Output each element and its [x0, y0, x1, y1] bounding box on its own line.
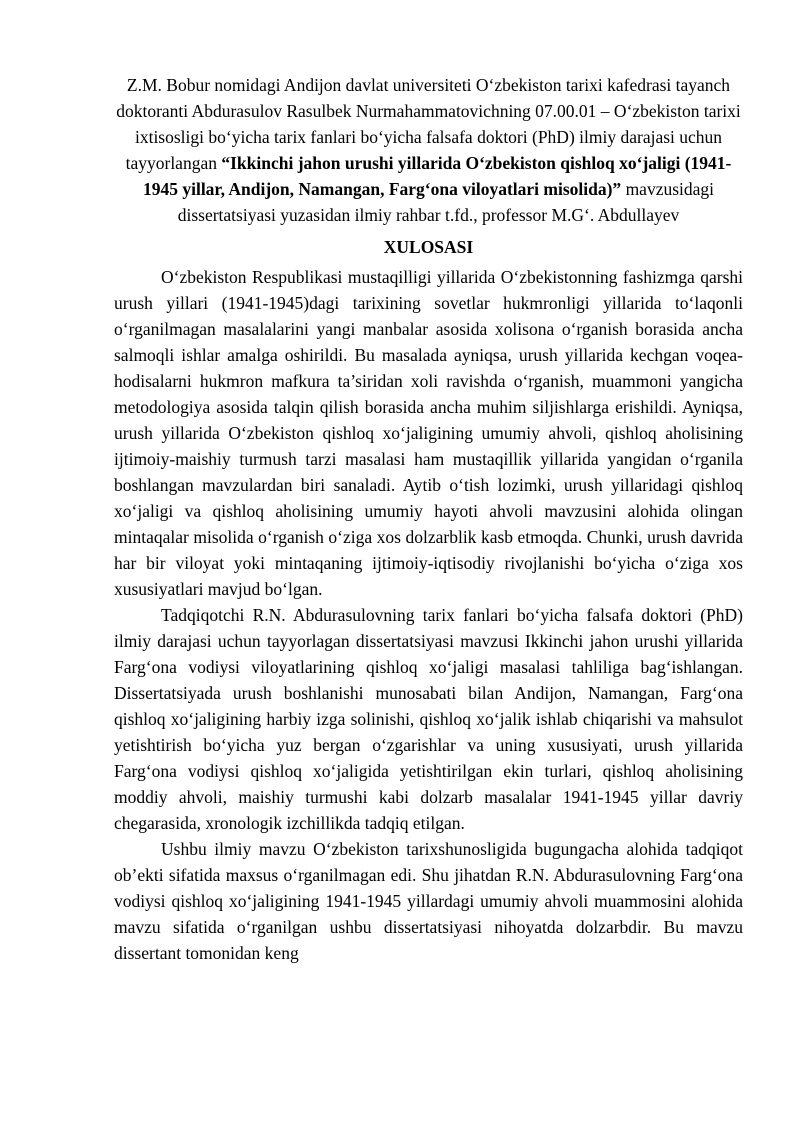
paragraph-3: Ushbu ilmiy mavzu Oʻzbekiston tarixshunosligida bugungacha alohida tadqiqot ob’ekti sifatida maxsus oʻrganilmagan edi. Shu jihatdan R.N. Abdurasulovning Fargʻona vodiysi qishloq xoʻjaligining 1941-1945 yillardagi umumiy ahvoli muammosini alohida mavzu sifatida oʻrganilgan ushbu dissertatsiyasi nihoyatda dolzarbdir. Bu mavzu dissertant tomonidan keng — [114, 839, 743, 963]
header-text-part1: Z.M. Bobur nomidagi Andijon davlat universiteti Oʻzbekiston tarixi kafedrasi tayanch doktoranti Abdurasulov Rasulbek Nurmahammatovichning 07.00.01 – Oʻzbekiston tarixi ixtisosligi boʻyicha tarix fanlari boʻyicha falsafa doktori (PhD) ilmiy darajasi uchun tayyorlangan — [116, 75, 741, 173]
document-header — [114, 72, 743, 228]
paragraph-1: Oʻzbekiston Respublikasi mustaqilligi yillarida Oʻzbekistonning fashizmga qarshi urush yillari (1941-1945)dagi tarixining sovetlar hukmronligi yillarida toʻlaqonli oʻrganilmagan masalalarini yangi manbalar asosida xolisona oʻrganish borasida ancha salmoqli ishlar amalga oshirildi. Bu masalada ayniqsa, urush yillarida kechgan voqea-hodisalarni hukmron mafkura ta’siridan xoli ravishda oʻrganish, muammoni yangicha metodologiya asosida talqin qilish borasida ancha muhim siljishlarga erishildi. Ayniqsa, urush yillarida Oʻzbekiston qishloq xoʻjaligining umumiy ahvoli, qishloq aholisining ijtimoiy-maishiy turmush tarzi masalasi ham mustaqillik yillarida yangidan oʻrganila boshlangan mavzulardan biri sanaladi. Aytib oʻtish lozimki, urush yillaridagi qishloq xoʻjaligi va qishloq aholisining umumiy hayoti ahvoli mavzusini alohida olingan mintaqalar misolida oʻrganish oʻziga xos dolzarblik kasb etmoqda. Chunki, urush davrida har bir viloyat yoki mintaqaning ijtimoiy-iqtisodiy rivojlanishi boʻyicha oʻziga xos xususiyatlari mavjud boʻlgan. — [114, 267, 743, 599]
paragraph-2: Tadqiqotchi R.N. Abdurasulovning tarix fanlari boʻyicha falsafa doktori (PhD) ilmiy darajasi uchun tayyorlagan dissertatsiyasi mavzusi Ikkinchi jahon urushi yillarida Fargʻona vodiysi viloyatlarining qishloq xoʻjaligi masalasi tahliliga bagʻishlangan. Dissertatsiyada urush boshlanishi munosabati bilan Andijon, Namangan, Fargʻona qishloq xoʻjaligining harbiy izga solinishi, qishloq xoʻjalik ishlab chiqarishi va mahsulot yetishtirish boʻyicha yuz bergan oʻzgarishlar va uning xususiyati, urush yillarida Fargʻona vodiysi qishloq xoʻjaligida yetishtirilgan ekin turlari, qishloq aholisining moddiy ahvoli, maishiy turmushi kabi dolzarb masalalar 1941-1945 yillar davriy chegarasida, xronologik izchillikda tadqiq etilgan. — [114, 605, 743, 833]
dissertation-title: “Ikkinchi jahon urushi yillarida Oʻzbekiston qishloq xoʻjaligi (1941-1945 yillar, Andijon, Namangan, Fargʻona viloyatlari misolida)” — [142, 153, 732, 199]
header-text-part2: mavzusidagi dissertatsiyasi yuzasidan ilmiy rahbar t.fd., professor M.Gʻ. Abdullayev — [177, 179, 715, 225]
section-title: XULOSASI — [383, 237, 474, 257]
